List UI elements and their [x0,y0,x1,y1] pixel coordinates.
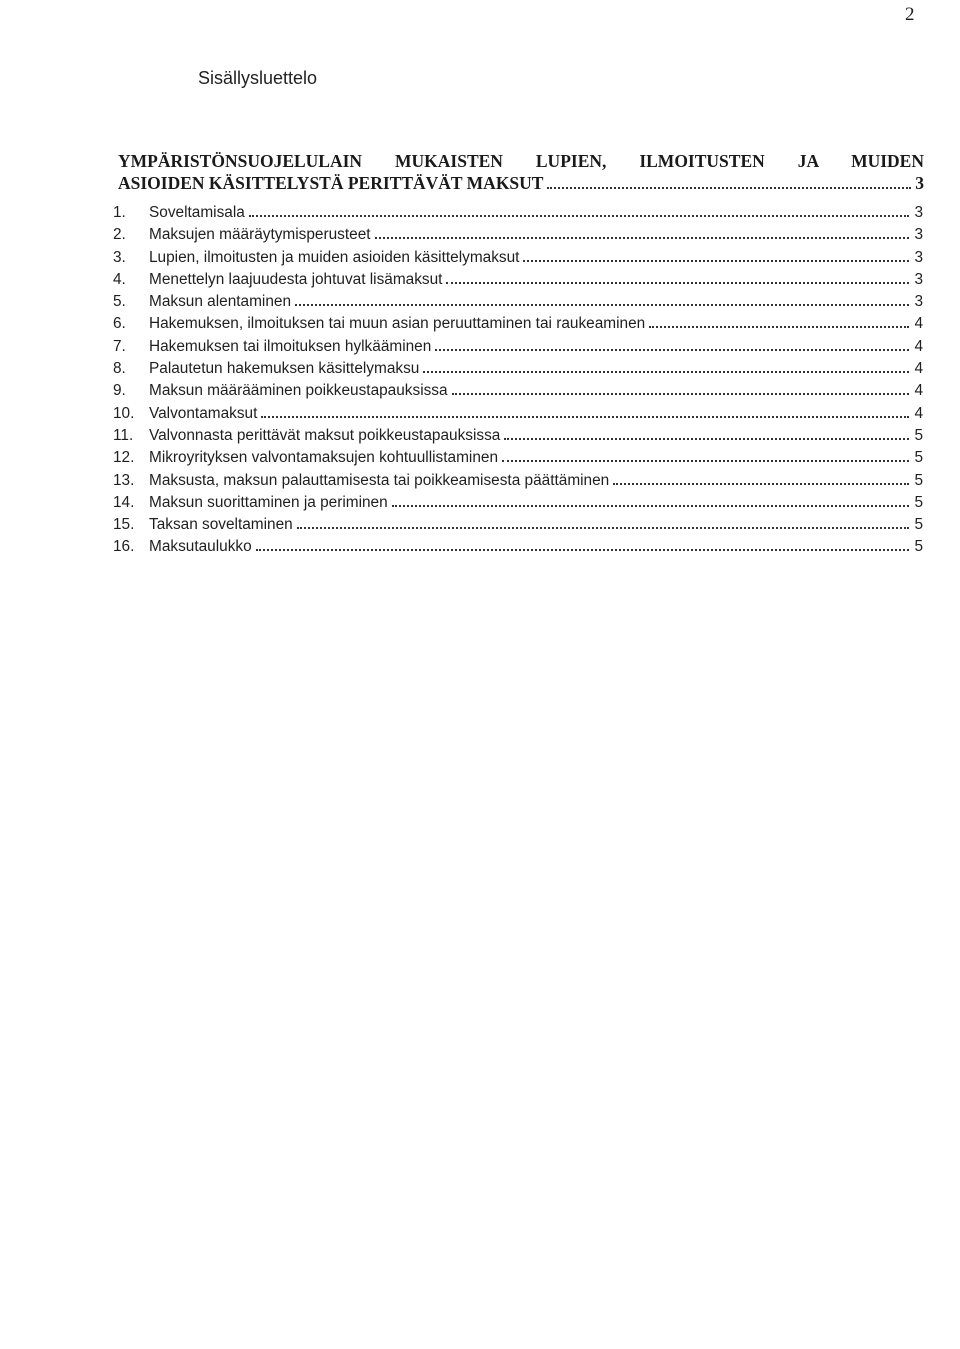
toc-entry-number: 6. [113,315,126,333]
toc-list [113,202,923,559]
toc-entry-number: 15. [113,516,135,534]
toc-entry-page: 4 [914,360,923,378]
toc-entry[interactable] [113,492,923,514]
toc-entry-number: 11. [113,426,134,444]
dot-leader [649,325,909,328]
toc-entry-number: 4. [113,270,126,288]
toc-entry[interactable] [113,313,923,335]
dot-leader [435,348,909,351]
main-title-line1: YMPÄRISTÖNSUOJELULAIN MUKAISTEN LUPIEN, ILMOITUSTEN JA MUIDEN [118,151,924,171]
main-title-line2-row [118,172,924,194]
toc-entry-number: 3. [113,248,126,266]
dot-leader [523,259,909,262]
toc-entry[interactable] [113,380,923,402]
toc-entry-page: 4 [914,337,923,355]
toc-entry-title: Maksun määrääminen poikkeustapauksissa [149,382,448,400]
toc-entry-title: Taksan soveltaminen [149,516,293,534]
toc-entry-title: Mikroyrityksen valvontamaksujen kohtuullistaminen [149,449,499,467]
toc-entry-title: Maksun alentaminen [149,293,292,311]
dot-leader [452,392,909,395]
toc-entry-title: Hakemuksen tai ilmoituksen hylkääminen [149,337,432,355]
toc-entry-title: Palautetun hakemuksen käsittelymaksu [149,360,420,378]
toc-entry-number: 5. [113,293,126,311]
toc-entry[interactable] [113,447,923,469]
toc-entry-page: 5 [914,516,923,534]
toc-entry[interactable] [113,202,923,224]
toc-entry-page: 3 [914,270,923,288]
dot-leader [249,214,909,217]
main-title-entry[interactable] [118,150,924,194]
toc-entry-page: 4 [914,404,923,422]
toc-entry-number: 9. [113,382,126,400]
toc-entry-title: Maksun suorittaminen ja periminen [149,493,388,511]
toc-entry-title: Maksujen määräytymisperusteet [149,226,371,244]
toc-entry-title: Valvonnasta perittävät maksut poikkeustapauksissa [149,426,501,444]
main-title-line2: ASIOIDEN KÄSITTELYSTÄ PERITTÄVÄT MAKSUT [118,173,544,193]
toc-entry-page: 5 [914,538,923,556]
dot-leader [504,437,909,440]
dot-leader [256,548,909,551]
toc-entry-number: 13. [113,471,135,489]
toc-entry-title: Lupien, ilmoitusten ja muiden asioiden käsittelymaksut [149,248,520,266]
toc-entry[interactable] [113,470,923,492]
dot-leader [392,504,909,507]
toc-entry-number: 16. [113,538,135,556]
toc-entry-page: 4 [914,382,923,400]
dot-leader [295,303,909,306]
toc-entry-page: 3 [914,248,923,266]
toc-entry-number: 7. [113,337,126,355]
toc-entry-number: 2. [113,226,126,244]
toc-entry[interactable] [113,425,923,447]
page-number: 2 [905,4,915,25]
toc-entry-number: 12. [113,449,135,467]
toc-entry[interactable] [113,403,923,425]
toc-entry-page: 5 [914,493,923,511]
toc-entry-page: 4 [914,315,923,333]
toc-entry-number: 1. [113,204,126,221]
toc-entry[interactable] [113,291,923,313]
toc-entry-page: 3 [914,204,923,221]
toc-entry-title: Maksutaulukko [149,538,252,556]
dot-leader [613,482,909,485]
toc-entry[interactable] [113,536,923,558]
toc-entry-page: 3 [914,226,923,244]
toc-entry-title: Soveltamisala [149,204,245,221]
main-title-page: 3 [915,173,924,193]
toc-entry-title: Menettelyn laajuudesta johtuvat lisämaksut [149,270,443,288]
toc-entry-title: Valvontamaksut [149,404,258,422]
dot-leader [423,370,909,373]
dot-leader [261,415,909,418]
dot-leader [446,281,909,284]
toc-entry-number: 10. [113,404,135,422]
toc-entry-number: 14. [113,493,135,511]
toc-entry-title: Hakemuksen, ilmoituksen tai muun asian peruuttaminen tai raukeaminen [149,315,646,333]
toc-entry-page: 3 [914,293,923,311]
toc-entry[interactable] [113,514,923,536]
dot-leader [502,459,909,462]
toc-entry-page: 5 [914,449,923,467]
dot-leader [375,236,909,239]
toc-entry-title: Maksusta, maksun palauttamisesta tai poikkeamisesta päättäminen [149,471,610,489]
dot-leader [547,186,911,189]
toc-entry[interactable] [113,247,923,269]
toc-heading: Sisällysluettelo [198,68,318,88]
dot-leader [297,526,909,529]
toc-entry-page: 5 [914,426,923,444]
toc-entry[interactable] [113,336,923,358]
toc-entry[interactable] [113,224,923,246]
toc-entry-number: 8. [113,360,126,378]
toc-entry-page: 5 [914,471,923,489]
toc-entry[interactable] [113,269,923,291]
toc-entry[interactable] [113,358,923,380]
